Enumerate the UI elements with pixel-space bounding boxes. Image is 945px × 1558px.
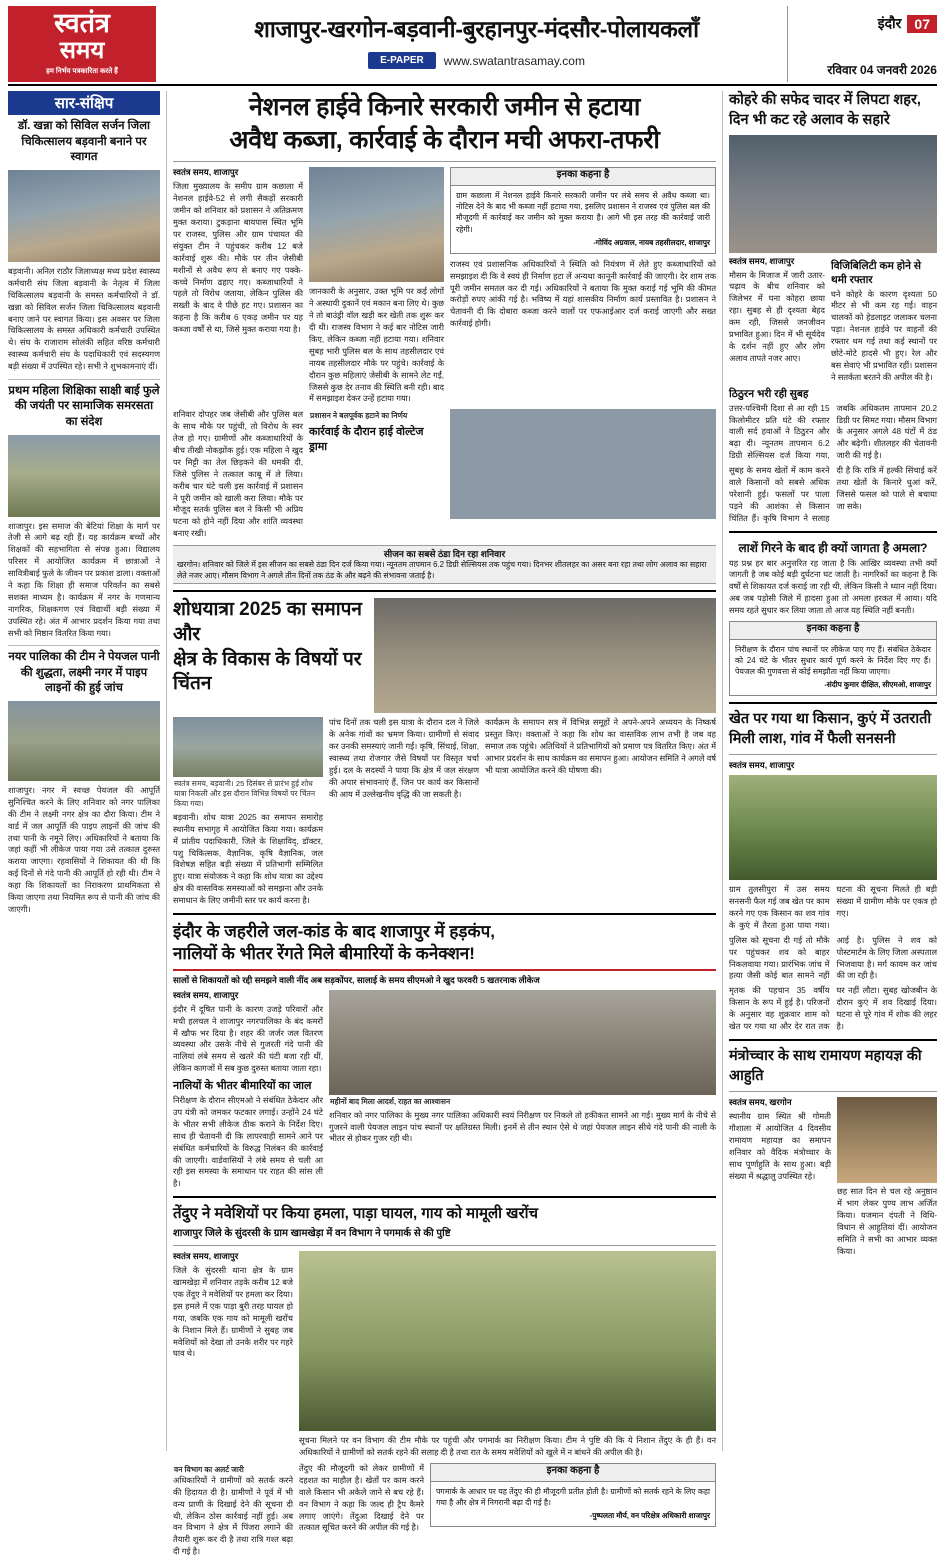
quote-box-head: इनका कहना है — [730, 622, 936, 640]
lead-story — [173, 91, 716, 584]
column-divider — [722, 91, 723, 1451]
shodh-body-2: पांच दिनों तक चली इस यात्रा के दौरान दल ने जिले के अनेक गांवों का भ्रमण किया। ग्रामीणों से संवाद कर उनकी समस्याएं जानी गईं। कृषि, सिंचाई, शिक्षा, स्वास्थ्य तथा रोजगार जैसे विषयों पर विस्तृत चर्चा हुई। दल के सदस्यों ने पाया कि क्षेत्र में जल संरक्षण की अपार संभावनाएं हैं, जिन पर कार्य कर किसानों की आय में उल्लेखनीय वृद्धि की जा सकती है। — [329, 718, 479, 799]
demolished-structure-rubble-photo — [450, 409, 716, 519]
byline: स्वतंत्र समय, खरगोन — [729, 1097, 792, 1108]
leopard-quote-box — [430, 1463, 716, 1527]
quote-box-head: इनका कहना है — [431, 1464, 715, 1482]
byline: स्वतंत्र समय, शाजापुर — [729, 255, 795, 266]
villagers-near-well-photo — [729, 775, 937, 880]
cold-headline-1: कोहरे की सफेद चादर में लिपटा शहर, — [729, 92, 921, 109]
shodh-body-1: बड़वानी। शोध यात्रा 2025 का समापन समारोह स्थानीय सभागृह में आयोजित किया गया। कार्यक्रम में प्रांतीय पदाधिकारी, जिले के शिक्षाविद्, डॉक्टर, पशु चिकित्सक, वैज्ञानिक, कृषि वैज्ञानिक, जल विशेषज्ञ सहित बड़ी संख्या में प्रतिभागी सम्मिलित हुए। यात्रा संयोजक ने कहा कि शोध यात्रा का उद्देश्य क्षेत्र की वास्तविक समस्याओं को समझना और उनके समाधान के लिए जमीनी स्तर पर कार्य करना है। — [173, 812, 323, 906]
quote-box — [450, 167, 716, 253]
winter-strip-title: सीजन का सबसे ठंडा दिन रहा शनिवार — [383, 549, 506, 560]
winter-strip — [173, 545, 716, 584]
byline: स्वतंत्र समय, शाजापुर — [173, 1251, 239, 1262]
story-well — [729, 710, 937, 1033]
lead-bottom-row — [173, 409, 716, 540]
havan-headline: मंत्रोच्चार के साथ रामायण महायज्ञ की आहुति — [729, 1047, 922, 1084]
leopard-body-2: सूचना मिलने पर वन विभाग की टीम मौके पर पहुंची और पगमार्क का निरीक्षण किया। टीम ने पुष्टि की कि ये निशान तेंदुए के ही हैं। वन अधिकारियों ने ग्रामीणों को सतर्क रहने की सलाह दी है तथा रात के समय मवेशियों को खुले में न बांधने की अपील की है। — [299, 1436, 716, 1458]
farmer-with-buffalo-photo — [299, 1251, 716, 1431]
water-quote-box — [729, 621, 937, 696]
lead-body-col2: जानकारी के अनुसार, उक्त भूमि पर कई लोगों ने अस्थायी दुकानें एवं मकान बना लिए थे। कुछ ने तो बाउंड्री वॉल खड़ी कर खेती तक शुरू कर दी थी। राजस्व विभाग ने कई बार नोटिस जारी किए, लेकिन कब्जा नहीं हटाया गया। शनिवार सुबह भारी पुलिस बल के साथ तहसीलदार एवं नायब तहसीलदार मौके पर पहुंचे। कार्रवाई के दौरान कुछ महिलाएं जेसीबी के सामने लेट गईं, जिससे कुछ देर तनाव की स्थिति बनी रही। बाद में समझाइश देकर उन्हें हटाया गया। — [309, 287, 444, 404]
masthead-right — [787, 6, 937, 82]
cold-subhead-1: विजिबिलिटी कम होने से थमी रफ्तार — [831, 259, 921, 286]
winter-strip-body: खरगोन। शनिवार को जिले में इस सीजन का सबसे ठंडा दिन दर्ज किया गया। न्यूनतम तापमान 6.2 डिग्री सेल्सियस तक पहुंच गया। दिनभर शीतलहर का असर बना रहा तथा लोग अलाव का सहारा लेते नजर आए। मौसम विभाग ने अगले तीन दिनों तक ठंड के और बढ़ने की संभावना जताई है। — [177, 560, 707, 580]
story-shodhyatra — [173, 598, 716, 907]
water-body-1: इंदौर में दूषित पानी के कारण उजड़े परिवारों और मची हलचल ने शाजापुर नगरपालिका के बंद कमरों में खौफ भर दिया है। शहर की जर्जर जल वितरण व्यवस्था और उसके नीचे से गुजरती गंदे पानी की नालियां लंबे समय से खतरे की घंटी बजा रही थीं, लेकिन कागजों में सब कुछ दुरुस्त बताया जाता रहा। — [173, 1004, 323, 1074]
list-item — [8, 115, 160, 380]
water-body-3: निरीक्षण के दौरान सीएमओ ने संबंधित ठेकेदार और उप यंत्री को जमकर फटकार लगाई। उन्होंने 24 घंटे के भीतर सभी लीकेज ठीक कराने के निर्देश दिए। साथ ही चेतावनी दी कि लापरवाही सामने आने पर संबंधित कर्मचारियों के विरुद्ध निलंबन की कार्रवाई की जाएगी। वार्डवासियों ने लंबे समय से चली आ रही इस समस्या के समाधान पर राहत की सांस ली है। — [173, 1096, 323, 1189]
havan-body-1: स्थानीय ग्राम स्थित श्री गोमती गौशाला में आयोजित 4 दिवसीय रामायण महायज्ञ का समापन शनिवार को वैदिक मंत्रोच्चार के साथ पूर्णाहुति के साथ हुआ। बड़ी संख्या में श्रद्धालु उपस्थित रहे। — [729, 1112, 831, 1181]
edition-cities: शाजापुर-खरगोन-बड़वानी-बुरहानपुर-मंदसौर-पोलायकलाँ — [254, 16, 699, 42]
shodh-headline-1: शोधयात्रा 2025 का समापन और — [173, 599, 362, 645]
seminar-hall-participants-photo — [374, 598, 716, 713]
lead-body-col3: शनिवार दोपहर जब जेसीबी और पुलिस बल के साथ मौके पर पहुंची, तो विरोध के स्वर तेज हो गए। ग्रामीणों और कब्जाधारियों के बीच तीखी नोकझोंक हुई। एक महिला ने खुद पर मिट्टी का तेल छिड़कने की धमकी दी, जिसे पुलिस ने तत्काल काबू में ले लिया। करीब चार घंटे चली इस कार्रवाई में प्रशासन ने पूरी जमीन को खाली करा लिया। मौके पर मौजूद सतर्क पुलिस बल ने किसी भी अप्रिय घटना को होने नहीं दिया और शांति व्यवस्था बनाए रखी। — [173, 410, 303, 539]
epaper-button[interactable]: E-PAPER — [368, 52, 436, 69]
story-water-sidebar — [729, 539, 937, 697]
banner-group-photo — [173, 717, 323, 777]
well-headline-1: खेत पर गया था किसान, कुएं में उतराती — [729, 711, 932, 728]
well-body-2: पुलिस को सूचना दी गई तो मौके पर पहुंचकर शव को बाहर निकलवाया गया। प्रारंभिक जांच में हत्या जैसी कोई बात सामने नहीं आई है। पुलिस ने शव को पोस्टमार्टम के लिए जिला अस्पताल भिजवाया है। मर्ग कायम कर जांच की जा रही है। — [729, 935, 937, 981]
cold-body-4: सुबह के समय खेतों में काम करने वाले किसानों को सबसे अधिक परेशानी हुई। फसलों पर पाला पड़ने की आशंका से किसान चिंतित हैं। कृषि विभाग ने सलाह दी है कि रात्रि में हल्की सिंचाई करें तथा खेतों के किनारे धुआं करें, जिससे फसल को पाले से बचाया जा सके। — [729, 466, 937, 523]
byline: स्वतंत्र समय, शाजापुर — [173, 167, 239, 178]
lead-caption-mid: प्रशासन ने बलपूर्वक हटाने का निर्णय — [310, 411, 408, 421]
column-divider — [166, 91, 167, 1451]
cold-headline-2: दिन भी कट रहे अलाव के सहारे — [729, 111, 890, 128]
page-number: 07 — [907, 15, 937, 33]
shodh-caption: स्वतंत्र समय, बड़वानी। 25 दिसंबर से प्रारंभ हुई शोध यात्रा निकली और इस दौरान विभिन्न विषयों पर चिंतन किया गया। — [174, 779, 316, 808]
logo-line1: स्वतंत्र — [54, 8, 110, 38]
masthead-center — [156, 6, 787, 82]
drain-inspection-photo — [329, 990, 716, 1095]
well-body-1: ग्राम तुलसीपुरा में उस समय सनसनी फैल गई जब खेत पर काम करने गए एक किसान का शव गांव के कुएं में तैरता हुआ पाया गया। घटना की सूचना मिलते ही बड़ी संख्या में ग्रामीण मौके पर एकत्र हो गए। — [729, 885, 937, 930]
school-children-group-photo — [8, 435, 160, 517]
well-headline-2: मिली लाश, गांव में फैली सनसनी — [729, 730, 896, 747]
publication-date: रविवार 04 जनवरी 2026 — [827, 63, 937, 78]
leopard-photo-caption: वन विभाग का अलर्ट जारी — [174, 1465, 244, 1474]
website-link[interactable]: www.swatantrasamay.com — [443, 53, 585, 68]
water-headline-2: नालियों के भीतर रेंगते मिले बीमारियों के कनेक्शन! — [173, 944, 475, 964]
water-headline-1: इंदौर के जहरीले जल-कांड के बाद शाजापुर में हड़कंप, — [173, 921, 495, 941]
story-havan — [729, 1047, 937, 1257]
leopard-subhead: शाजापुर जिले के सुंदरसी के ग्राम खामखेड़ा में वन विभाग ने पगमार्क से की पुष्टि — [173, 1227, 451, 1239]
story-water — [173, 921, 716, 1190]
lead-top-row — [173, 167, 716, 405]
garlanded-doctor-photo — [8, 170, 160, 262]
logo-line2: समय — [59, 37, 105, 64]
cold-subhead-2: ठिठुरन भरी रही सुबह — [729, 387, 809, 400]
quote-box-text: पगमार्क के आधार पर यह तेंदुए की ही मौजूदगी प्रतीत होती है। ग्रामीणों को सतर्क रहने के लिए कहा गया है और क्षेत्र में निगरानी बढ़ा दी गई है। — [436, 1486, 710, 1507]
leopard-body-3: अधिकारियों ने ग्रामीणों को सतर्क करने की हिदायत दी है। ग्रामीणों ने पूर्व में भी वन्य प्राणी के दिखाई देने की सूचना दी थी, लेकिन ठोस कार्रवाई नहीं हुई। अब वन विभाग ने क्षेत्र में पिंजरा लगाने की तैयारी शुरू कर दी है तथा रात्रि गश्त बढ़ा दी गई है। — [173, 1475, 293, 1557]
cold-body-2: घने कोहरे के कारण दृश्यता 50 मीटर से भी कम रह गई। वाहन चालकों को हेडलाइट जलाकर चलना पड़ा। नेशनल हाईवे पर वाहनों की रफ्तार थम गई तथा कई स्थानों पर छोटे-मोटे हादसे भी हुए। रेल और बस सेवाएं भी प्रभावित रहीं। प्रशासन ने सतर्कता बरतने की अपील की है। — [831, 289, 937, 382]
havan-ceremony-photo — [837, 1097, 937, 1183]
lead-body-col4: राजस्व एवं प्रशासनिक अधिकारियों ने स्थिति को नियंत्रण में लेते हुए कब्जाधारियों को समझाइश दी कि वे स्वयं ही निर्माण हटा लें अन्यथा कानूनी कार्रवाई की जाएगी। देर शाम तक पूरी जमीन समतल कर दी गई। अधिकारियों ने बताया कि मुक्त कराई गई भूमि की कीमत करोड़ों रुपए आंकी गई है। भविष्य में यहां शासकीय निर्माण कार्य प्रस्तावित है। प्रशासन ने चेतावनी दी कि दोबारा कब्जा करने वालों पर एफआईआर दर्ज कराई जाएगी और सख्त कार्रवाई होगी। — [450, 259, 716, 329]
quote-box-attribution: -पुष्पलता मौर्य, वन परिक्षेत्र अधिकारी शाजापुर — [589, 1511, 710, 1521]
leopard-body-1: जिले के सुंदरसी थाना क्षेत्र के ग्राम खामखेड़ा में शनिवार तड़के करीब 12 बजे एक तेंदुए ने मवेशियों पर हमला कर दिया। इस हमले में एक पाड़ा बुरी तरह घायल हो गया, जबकि एक गाय को मामूली खरोंच के निशान मिले हैं। ग्रामीणों ने सुबह जब मवेशियों को देखा तो उनके शरीर पर गहरे घाव थे। — [173, 1266, 293, 1359]
water-subhead: नालियों के भीतर बीमारियों का जाल — [173, 1080, 312, 1093]
masthead-links-row — [166, 52, 787, 69]
brief-title: नयर पालिका की टीम ने पेयजल पानी की शुद्धता, लक्ष्मी नगर में पाइप लाइनों की हुई जांच — [8, 651, 160, 695]
brief-body: शाजापुर। इस समाज की बेटियां शिक्षा के मार्ग पर तेजी से आगे बढ़ रही हैं। यह कार्यक्रम बच्चों और शिक्षकों की सहभागिता से संपन्न हुआ। विद्यालय परिसर में आयोजित कार्यक्रम में छात्राओं ने सावित्रीबाई फुले के जीवन पर प्रकाश डाला। वक्ताओं ने कहा कि शिक्षा ही समाज परिवर्तन का सबसे सशक्त माध्यम है। कार्यक्रम में नगर के गणमान्य नागरिक, शिक्षकगण एवं विद्यार्थी बड़ी संख्या में उपस्थित रहे। अंत में आभार प्रदर्शन किया गया तथा सभी को मिष्ठान वितरित किया गया। — [8, 521, 160, 638]
quote-box-attribution: -गोविंद अग्रवाल, नायब तहसीलदार, शाजापुर — [593, 238, 710, 248]
brief-title: प्रथम महिला शिक्षिका साक्षी बाई फुले की जयंती पर सामाजिक समरसता का संदेश — [8, 384, 160, 428]
story-leopard — [173, 1204, 716, 1558]
officials-at-site-photo — [309, 167, 444, 282]
quote-box-head: इनका कहना है — [451, 168, 715, 186]
brief-body: शाजापुर। नगर में स्वच्छ पेयजल की आपूर्ति सुनिश्चित करने के लिए शनिवार को नगर पालिका की टीम ने लक्ष्मी नगर क्षेत्र का दौरा किया। टीम ने वार्ड में जल आपूर्ति की पाइप लाइनों की जांच की तथा पानी के नमूने लिए। अधिकारियों ने बताया कि जहां कहीं भी लीकेज पाया गया उसे तत्काल दुरुस्त कराया जाएगा। रहवासियों ने शिकायत की थी कि कई दिनों से गंदे पानी की आपूर्ति हो रही थी। टीम ने कहा कि शिकायतों का निराकरण प्राथमिकता से किया जाएगा तथा नियमित रूप से पानी की जांच की जाएगी। — [8, 785, 160, 914]
water-right-body: यह प्रश्न हर बार अनुत्तरित रह जाता है कि आखिर व्यवस्था तभी क्यों जागती है जब कोई बड़ी दुर्घटना घट जाती है। नागरिकों का कहना है कि वर्षों से शिकायत दर्ज कराई जा रही थी, लेकिन किसी ने ध्यान नहीं दिया। अब जब पड़ोसी जिले में हादसा हुआ तो अमला हरकत में आया। यदि समय रहते सुधार कर लिया जाता तो आज यह स्थिति नहीं बनती। — [729, 558, 937, 616]
water-right-head: लाशें गिरने के बाद ही क्यों जागता है अमला? — [738, 540, 928, 555]
newspaper-logo — [8, 6, 156, 82]
edition-row — [796, 6, 937, 33]
list-item — [8, 646, 160, 921]
lead-subhead: कार्रवाई के दौरान हाई वोल्टेज ड्रामा — [309, 426, 424, 454]
havan-body-2: छह सात दिन से चल रहे अनुष्ठान में भाग लेकर पुण्य लाभ अर्जित किया। यजमान दंपती ने विधि-विधान से आहुतियां दीं। आयोजन समिति ने सभी का आभार व्यक्त किया। — [837, 1187, 937, 1256]
page-title: नेशनल हाईवे किनारे सरकारी जमीन से हटाया — [248, 93, 641, 122]
sidebar-briefs — [8, 91, 160, 1451]
people-around-bonfire-photo — [729, 135, 937, 253]
brief-title: डॉ. खन्ना को सिविल सर्जन जिला चिकित्सालय बड़वानी बनाने पर स्वागत — [18, 120, 150, 164]
quote-box-attribution: -संदीप कुमार दीक्षित, सीएमओ, शाजापुर — [824, 680, 931, 690]
water-kicker: सालों से शिकायतों को रद्दी समझने वाली नींद अब सड़कोंपर, सालाई के समय सीएमओ ने खुद फरवरी 5 खतरनाक लीकेज — [173, 975, 540, 986]
well-body-3: मृतक की पहचान 35 वर्षीय किसान के रूप में हुई है। परिजनों के अनुसार वह शुक्रवार शाम को खेत पर गया था और देर रात तक घर नहीं लौटा। सुबह खोजबीन के दौरान कुएं में शव दिखाई दिया। घटना से पूरे गांव में शोक की लहर है। — [729, 986, 937, 1032]
story-cold — [729, 91, 937, 524]
leopard-headline: तेंदुए ने मवेशियों पर किया हमला, पाड़ा घायल, गाय को मामूली खरोंच — [173, 1205, 538, 1223]
shodh-headline-2: क्षेत्र के विकास के विषयों पर चिंतन — [173, 648, 362, 695]
brief-body: बड़वानी। अनिल राठौर जिलाध्यक्ष मध्य प्रदेश स्वास्थ्य कर्मचारी संघ जिला बड़वानी के नेतृत्व में जिला चिकित्सालय बड़वानी के समस्त कर्मचारियों ने डॉ. खन्ना को सिविल सर्जन जिला चिकित्सालय बड़वानी बनाए जाने पर स्वागत किया। इस अवसर पर जिला चिकित्सालय के समस्त अधिकारी कर्मचारी उपस्थित थे। संघ के राजाराम सोलंकी सहित वरिष्ठ कर्मचारी स्वास्थ्य कर्मचारी संघ के पदाधिकारी एवं सदस्यगण बड़ी संख्या में उपस्थित रहे। सभी ने शुभकामनाएं दीं। — [8, 266, 160, 372]
quote-box-text: निरीक्षण के दौरान पांच स्थानों पर लीकेज पाए गए हैं। संबंधित ठेकेदार को 24 घंटे के भीतर सुधार कार्य पूर्ण करने के निर्देश दिए गए हैं। पेयजल की गुणवत्ता से कोई समझौता नहीं किया जाएगा। — [735, 644, 931, 677]
sidebar-section-title: सार-संक्षिप — [8, 91, 160, 115]
lead-body-col1: जिला मुख्यालय के समीप ग्राम कछाला में नेशनल हाईवे-52 से लगी सैकड़ों सरकारी जमीन को शनिवार को प्रशासन ने अतिक्रमण मुक्त कराया। टुकड़ाना बायपास स्थित भूमि पर राजस्व, पुलिस और ग्राम पंचायत की संयुक्त टीम ने पहुंचकर करीब 12 बजे कार्रवाई शुरू की। मौके पर तीन जेसीबी मशीनों से अवैध रूप से बनाए गए पक्के-कच्चे निर्माण ढहाए गए। कब्जाधारियों ने पहले तो विरोध जताया, लेकिन पुलिस की सख्ती के बाद वे पीछे हट गए। प्रशासन का कहना है कि करीब 6 एकड़ जमीन पर यह कब्जा वर्षों से था, जिसे मुक्त कराया गया है। — [173, 182, 303, 335]
shodh-body-3: कार्यक्रम के समापन सत्र में विभिन्न समूहों ने अपने-अपने अध्ययन के निष्कर्ष प्रस्तुत किए। वक्ताओं ने कहा कि शोध का वास्तविक लाभ तभी है जब वह समाज तक पहुंचे। अतिथियों ने प्रतिभागियों को प्रमाण पत्र वितरित किए। अंत में आभार प्रदर्शन के साथ कार्यक्रम का समापन हुआ। आयोजन समिति ने अगले वर्ष भी यात्रा आयोजित करने की घोषणा की। — [485, 718, 716, 775]
page-content — [8, 91, 937, 1557]
cold-body-3: उत्तर-पश्चिमी दिशा से आ रही 15 किलोमीटर प्रति घंटे की रफ्तार वाली सर्द हवाओं ने ठिठुरन और बढ़ा दी। न्यूनतम तापमान 6.2 डिग्री सेल्सियस दर्ज किया गया, जबकि अधिकतम तापमान 20.2 डिग्री पर सिमट गया। मौसम विभाग के अनुसार अगले 48 घंटों में ठंड और बढ़ेगी। शीतलहर की चेतावनी जारी की गई है। — [729, 403, 937, 461]
quote-box-text: ग्राम कछाला में नेशनल हाईवे किनारे सरकारी जमीन पर लंबे समय से अवैध कब्जा था। नोटिस देने के बाद भी कब्जा नहीं हटाया गया, इसलिए प्रशासन ने राजस्व एवं पुलिस बल की मौजूदगी में कार्रवाई कर जमीन को मुक्त कराया है। आगे भी इस तरह की कार्रवाई जारी रहेगी। — [456, 190, 710, 234]
logo-tagline: हम निर्भय पत्रकारिता करते हैं — [46, 68, 118, 76]
masthead — [8, 6, 937, 86]
main-column — [173, 91, 716, 1557]
byline: स्वतंत्र समय, शाजापुर — [173, 989, 239, 1000]
water-body-2: शनिवार को नगर पालिका के मुख्य नगर पालिका अधिकारी स्वयं निरीक्षण पर निकले तो हकीकत सामने आ गई। मुख्य मार्ग के नीचे से गुजरने वाली पेयजल लाइन पांच स्थानों पर क्षतिग्रस्त मिली। इनमें से तीन स्थान ऐसे थे जहां पेयजल लाइन सीधे गंदे पानी की नाली के भीतर से होकर गुजर रही थी। — [329, 1110, 716, 1144]
cold-body-intro: मौसम के मिजाज में जारी उतार-चढ़ाव के बीच शनिवार को जिलेभर में घना कोहरा छाया रहा। सुबह से ही दृश्यता बेहद कम रही, जिससे जनजीवन प्रभावित हुआ। दिन में भी सूर्यदेव के दर्शन नहीं हुए और लोग अलाव तापते नजर आए। — [729, 270, 825, 363]
right-column — [729, 91, 937, 1451]
edition-name: इंदौर — [877, 15, 902, 31]
byline: स्वतंत्र समय, शाजापुर — [729, 760, 795, 771]
leopard-body-4: तेंदुए की मौजूदगी को लेकर ग्रामीणों में दहशत का माहौल है। खेतों पर काम करने वाले किसान भी अकेले जाने से बच रहे हैं। वन विभाग ने कहा कि जल्द ही ट्रैप कैमरे लगाए जाएंगे। तेंदुआ दिखाई देने पर तत्काल सूचित करने की अपील की गई है। — [299, 1464, 424, 1533]
list-item — [8, 380, 160, 646]
water-photo-caption: महीनों बाद मिला आदर्श, राहत का आश्वासन — [330, 1096, 451, 1106]
water-pipeline-inspection-photo — [8, 701, 160, 781]
page-title-line2: अवैध कब्जा, कार्रवाई के दौरान मची अफरा-तफरी — [229, 125, 660, 154]
